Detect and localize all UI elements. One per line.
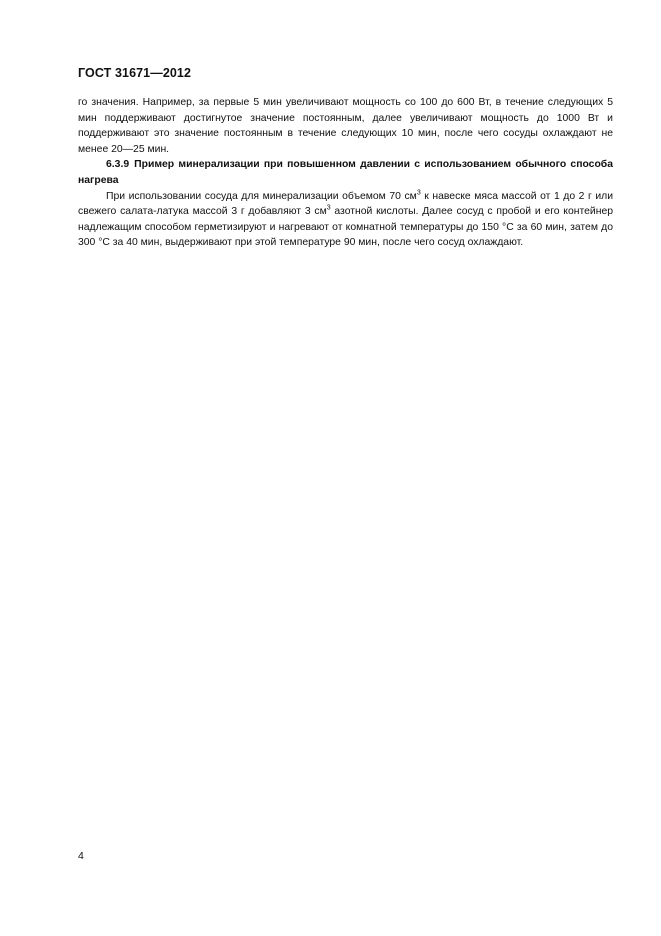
document-header: ГОСТ 31671—2012 <box>78 66 192 80</box>
section-title: Пример минерализации при повышенном давлении с использованием обычного способа нагрева <box>78 159 613 186</box>
superscript-unit-1: 3 <box>416 189 421 197</box>
superscript-unit-2: 3 <box>326 204 331 212</box>
paragraph-text-1: При использовании сосуда для минерализации объемом 70 см <box>106 190 417 202</box>
section-number: 6.3.9 <box>106 159 130 171</box>
document-body <box>78 95 613 251</box>
page-number: 4 <box>78 850 84 862</box>
section-paragraph <box>78 189 613 251</box>
section-heading <box>78 157 613 188</box>
continuation-paragraph: го значения. Например, за первые 5 мин увеличивают мощность со 100 до 600 Вт, в течение следующих 5 мин поддерживают достигнутое значение постоянным, далее увеличивают мощность до 1000 Вт и поддерживают это значение постоянным в течение следующих 10 мин, после чего сосуды охлаждают не менее 20—25 мин. <box>78 97 613 155</box>
paragraph-text-2: к навеске мяса массой от 1 до 2 г или свежего салата-латука массой 3 г добавляют 3 см <box>78 190 613 218</box>
paragraph-text-3: азотной кислоты. Далее сосуд с пробой и его контейнер надлежащим способом герметизируют и нагревают от комнатной температуры до 150 °С за 60 мин, затем до 300 °С за 40 мин, выдерживают при этой температуре 90 мин, после чего сосуд охлаждают. <box>78 206 614 249</box>
